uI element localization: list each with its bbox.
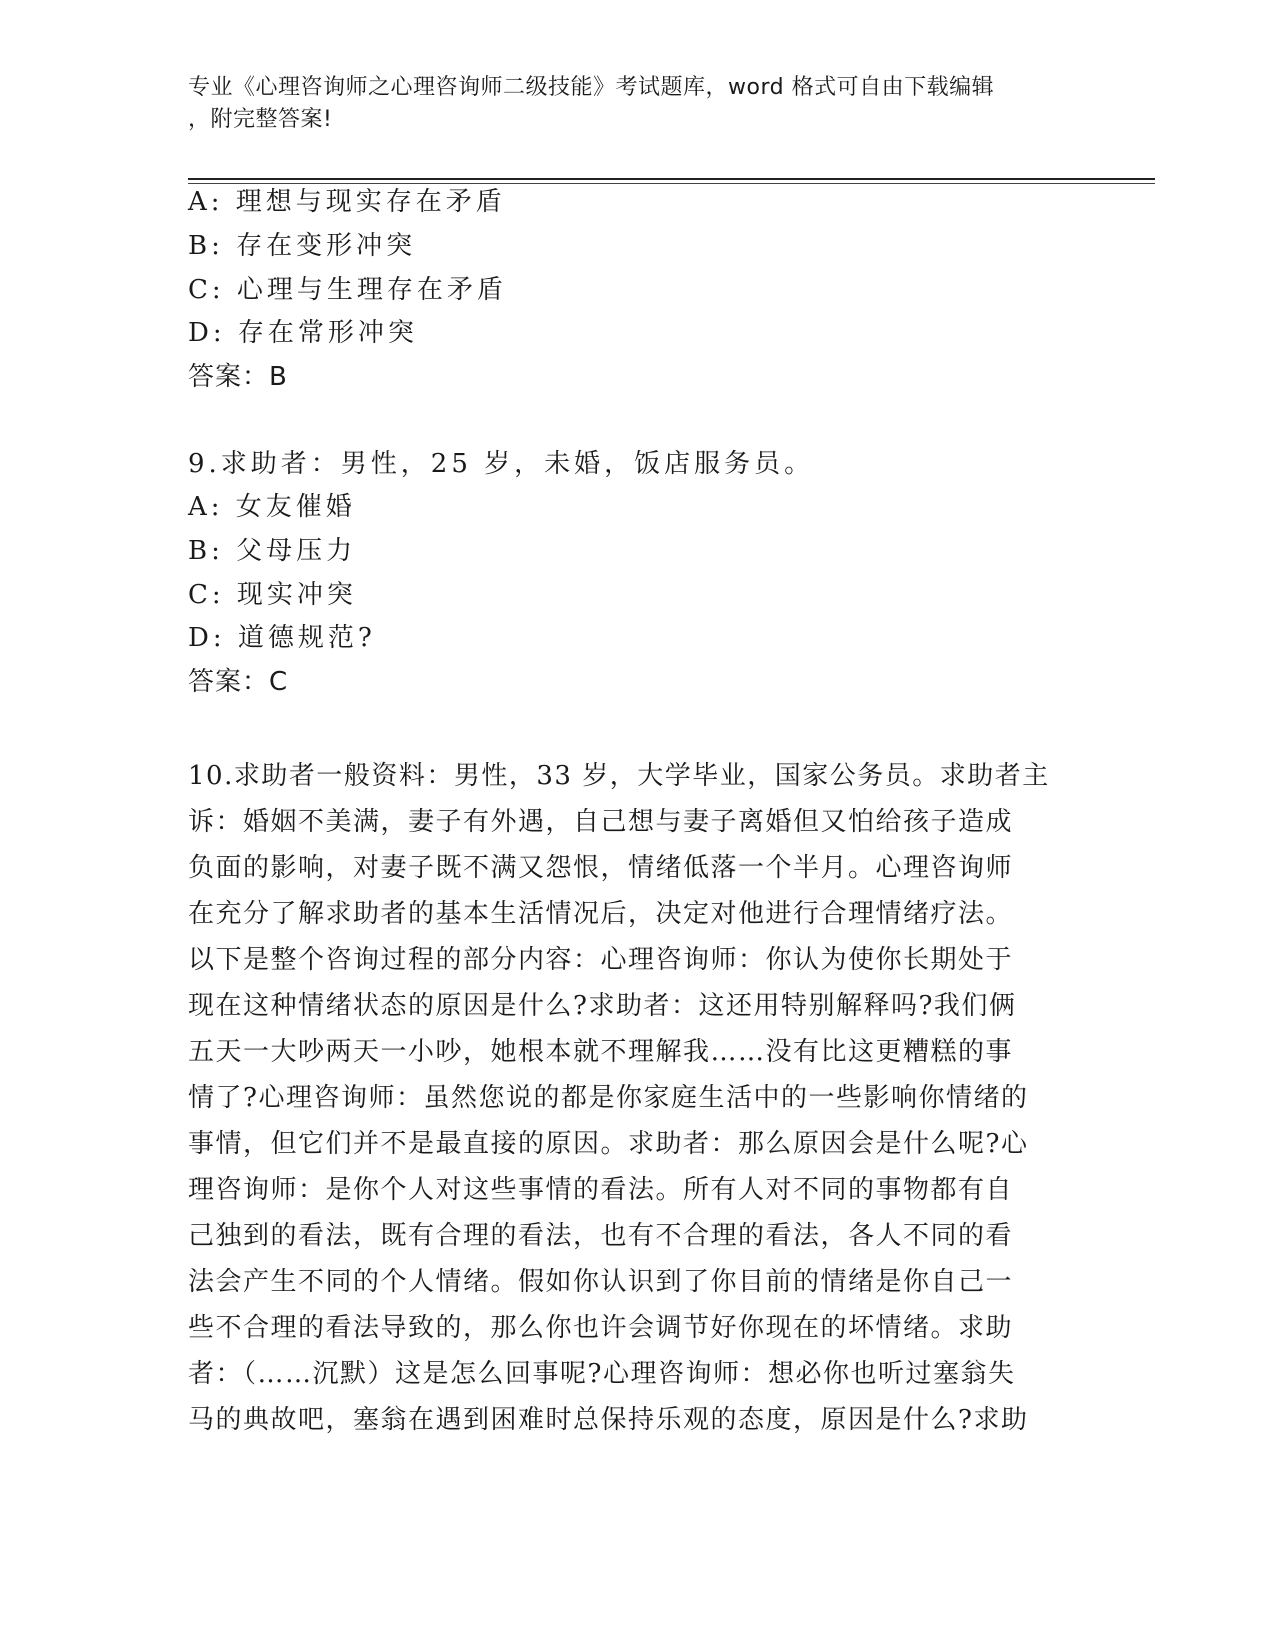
q8-option-b: B: 存在变形冲突 (188, 231, 417, 261)
q10-line: 些不合理的看法导致的，那么你也许会调节好你现在的坏情绪。求助 (188, 1313, 1014, 1343)
q10-question (188, 753, 1088, 1443)
header-line-1: 专业《心理咨询师之心理咨询师二级技能》考试题库，word 格式可自由下载编辑 (188, 75, 995, 100)
q10-line: 理咨询师：是你个人对这些事情的看法。所有人对不同的事物都有自 (188, 1175, 1014, 1205)
q10-line: 负面的影响，对妻子既不满又怨恨，情绪低落一个半月。心理咨询师 (188, 853, 1014, 883)
q8-option-c: C: 心理与生理存在矛盾 (188, 275, 507, 305)
q10-line: 诉：婚姻不美满，妻子有外遇，自己想与妻子离婚但又怕给孩子造成 (188, 807, 1014, 837)
q9-option-c: C: 现实冲突 (188, 580, 357, 610)
q10-line: 情了?心理咨询师：虽然您说的都是你家庭生活中的一些影响你情绪的 (188, 1083, 1029, 1113)
q10-line: 在充分了解求助者的基本生活情况后，决定对他进行合理情绪疗法。 (188, 899, 1014, 929)
q9-option-d: D: 道德规范? (188, 623, 376, 653)
header-rule-thick (188, 178, 1155, 180)
q10-line: 者：（……沉默）这是怎么回事呢?心理咨询师：想必你也听过塞翁失 (188, 1359, 1016, 1389)
q10-line: 马的典故吧，塞翁在遇到困难时总保持乐观的态度，原因是什么?求助 (188, 1405, 1029, 1435)
q10-line: 己独到的看法，既有合理的看法，也有不合理的看法，各人不同的看 (188, 1221, 1014, 1251)
q9-option-a: A: 女友催婚 (188, 492, 356, 522)
q9-option-b: B: 父母压力 (188, 536, 357, 566)
q10-line: 法会产生不同的个人情绪。假如你认识到了你目前的情绪是你自己一 (188, 1267, 1014, 1297)
header-line-2: ，附完整答案! (188, 107, 333, 132)
q10-line: 事情，但它们并不是最直接的原因。求助者：那么原因会是什么呢?心 (188, 1129, 1029, 1159)
q10-line: 现在这种情绪状态的原因是什么?求助者：这还用特别解释吗?我们俩 (188, 991, 1017, 1021)
q10-line: 以下是整个咨询过程的部分内容：心理咨询师：你认为使你长期处于 (188, 945, 1014, 975)
q9-answer: 答案：C (188, 667, 289, 697)
document-header (188, 72, 1068, 136)
q8-answer: 答案：B (188, 362, 288, 392)
header-rule-thin (188, 183, 1155, 184)
q10-line: 10.求助者一般资料：男性，33 岁，大学毕业，国家公务员。求助者主 (188, 761, 1050, 791)
q8-option-a: A: 理想与现实存在矛盾 (188, 187, 506, 217)
q9-question: 9.求助者：男性，25 岁，未婚，饭店服务员。 (188, 449, 815, 479)
q10-line: 五天一大吵两天一小吵，她根本就不理解我……没有比这更糟糕的事 (188, 1037, 1014, 1067)
q8-option-d: D: 存在常形冲突 (188, 318, 418, 348)
